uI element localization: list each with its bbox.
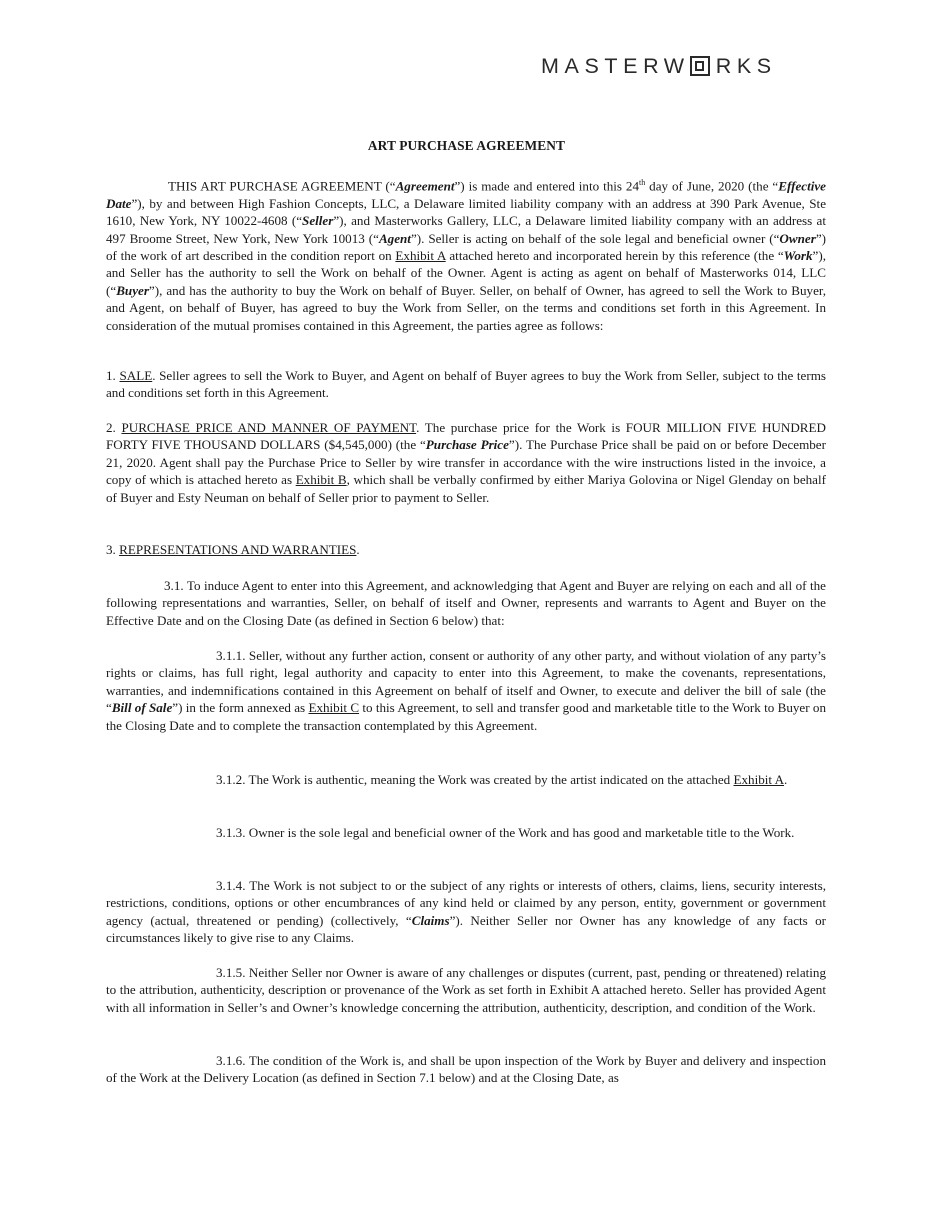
term-claims: Claims (411, 912, 450, 928)
section-1-sale: 1. SALE. Seller agrees to sell the Work to Buyer, and Agent on behalf of Buyer agrees to buy the Work from Seller, subject to the terms and conditions set forth in this Agreement. (106, 368, 827, 401)
term-purchase-price: Purchase Price (425, 437, 509, 453)
section-3-1-6: 3.1.6. The condition of the Work is, and shall be upon inspection of the Work by Buyer and delivery and inspection of the Work at the Delivery Location (as defined in Section 7.1 below) and at the Closing Date, as (106, 1053, 826, 1086)
logo-text-start: MASTERW (541, 53, 690, 78)
section-3-1-5: 3.1.5. Neither Seller nor Owner is aware of any challenges or disputes (current, past, pending or threatened) relating to the attribution, authenticity, description or provenance of the Work as set forth in Exhibit A attached hereto. Seller has provided Agent with all information in Seller’s and Owner’s knowledge concerning the attribution, authenticity, description, and condition of the Work. (106, 965, 826, 1015)
section-1-heading: SALE (119, 368, 153, 383)
logo-o-box-icon (690, 56, 710, 76)
ref-exhibit-c: Exhibit C (308, 700, 360, 716)
section-3-1-4: 3.1.4. The Work is not subject to or the subject of any rights or interests of others, claims, liens, security interests, restrictions, conditions, options or other encumbrances of any kind held or claimed by any person, entity, government or government agency (actual, threatened or pending) (collectively, “Claims”). Neither Seller nor Owner has any knowledge of any facts or circumstances likely to give rise to any Claims. (106, 878, 826, 946)
term-buyer: Buyer (116, 282, 149, 298)
section-3-1-3: 3.1.3. Owner is the sole legal and beneficial owner of the Work and has good and marketable title to the Work. (216, 825, 795, 840)
document-title: ART PURCHASE AGREEMENT (367, 138, 566, 153)
masterworks-logo (541, 53, 777, 79)
ref-exhibit-a-2: Exhibit A (733, 772, 785, 787)
intro-paragraph: THIS ART PURCHASE AGREEMENT (“Agreement”) is made and entered into this 24th day of June, 2020 (the “Effective Date”), by and between High Fashion Concepts, LLC, a Delaware limited liability company with an address at 390 Park Avenue, Ste 1610, New York, NY 10022-4608 (“Seller”), and Masterworks Gallery, LLC, a Delaware limited liability company with an address at 497 Broome Street, New York, New York 10013 (“Agent”). Seller is acting on behalf of the sole legal and beneficial owner (“Owner”) of the work of art described in the condition report on Exhibit A attached hereto and incorporated herein by this reference (the “Work”), and Seller has the authority to sell the Work on behalf of the Owner. Agent is acting as agent on behalf of Masterworks 014, LLC (“Buyer”), and has the authority to buy the Work on behalf of Buyer. Seller, on behalf of Owner, has agreed to sell the Work to Buyer, and Agent, on behalf of Buyer, has agreed to buy the Work from Seller, on the terms and conditions set forth in this Agreement. In consideration of the mutual promises contained in this Agreement, the parties agree as follows: (106, 178, 826, 333)
section-3-heading: REPRESENTATIONS AND WARRANTIES (119, 542, 357, 557)
term-bill-of-sale: Bill of Sale (111, 700, 173, 716)
term-agent: Agent (378, 230, 411, 246)
section-3-1-1: 3.1.1. Seller, without any further action, consent or authority of any other party, and without violation of any party’s rights or claims, has full right, legal authority and capacity to enter into this Agreement, to make the covenants, representations, warranties, and indemnifications contained in this Agreement on behalf of itself and Owner, to execute and deliver the bill of sale (the “Bill of Sale”) in the form annexed as Exhibit C to this Agreement, to sell and transfer good and marketable title to the Work to Buyer on the Closing Date and to complete the transaction contemplated by this Agreement. (106, 648, 826, 733)
term-seller: Seller (302, 213, 334, 229)
section-2-heading: PURCHASE PRICE AND MANNER OF PAYMENT (121, 420, 417, 435)
section-3-1: 3.1. To induce Agent to enter into this Agreement, and acknowledging that Agent and Buyer are relying on each and all of the following representations and warranties, Seller, on behalf of itself and Owner, represents and warrants to Agent and Buyer on the Effective Date and on the Closing Date (as defined in Section 6 below) that: (106, 578, 826, 628)
term-work: Work (783, 247, 813, 263)
ref-exhibit-b: Exhibit B (295, 472, 347, 488)
logo-text-end: RKS (715, 53, 777, 78)
term-owner: Owner (779, 230, 816, 246)
section-3-heading-line: 3. REPRESENTATIONS AND WARRANTIES. (106, 542, 360, 557)
term-effective-date: Effective Date (106, 178, 826, 211)
section-2-purchase-price: 2. PURCHASE PRICE AND MANNER OF PAYMENT. The purchase price for the Work is FOUR MILLION FIVE HUNDRED FORTY FIVE THOUSAND DOLLARS ($4,545,000) (the “Purchase Price”). The Purchase Price shall be paid on or before December 21, 2020. Agent shall pay the Purchase Price to Seller by wire transfer in accordance with the wire instructions listed in the invoice, a copy of which is attached hereto as Exhibit B, which shall be verbally confirmed by either Mariya Golovina or Nigel Glenday on behalf of Buyer and Esty Neuman on behalf of Seller prior to payment to Seller. (106, 420, 826, 505)
term-agreement: Agreement (395, 178, 455, 194)
section-3-1-2: 3.1.2. The Work is authentic, meaning the Work was created by the artist indicated on the attached Exhibit A. (216, 772, 788, 787)
ref-exhibit-a: Exhibit A (395, 247, 446, 263)
